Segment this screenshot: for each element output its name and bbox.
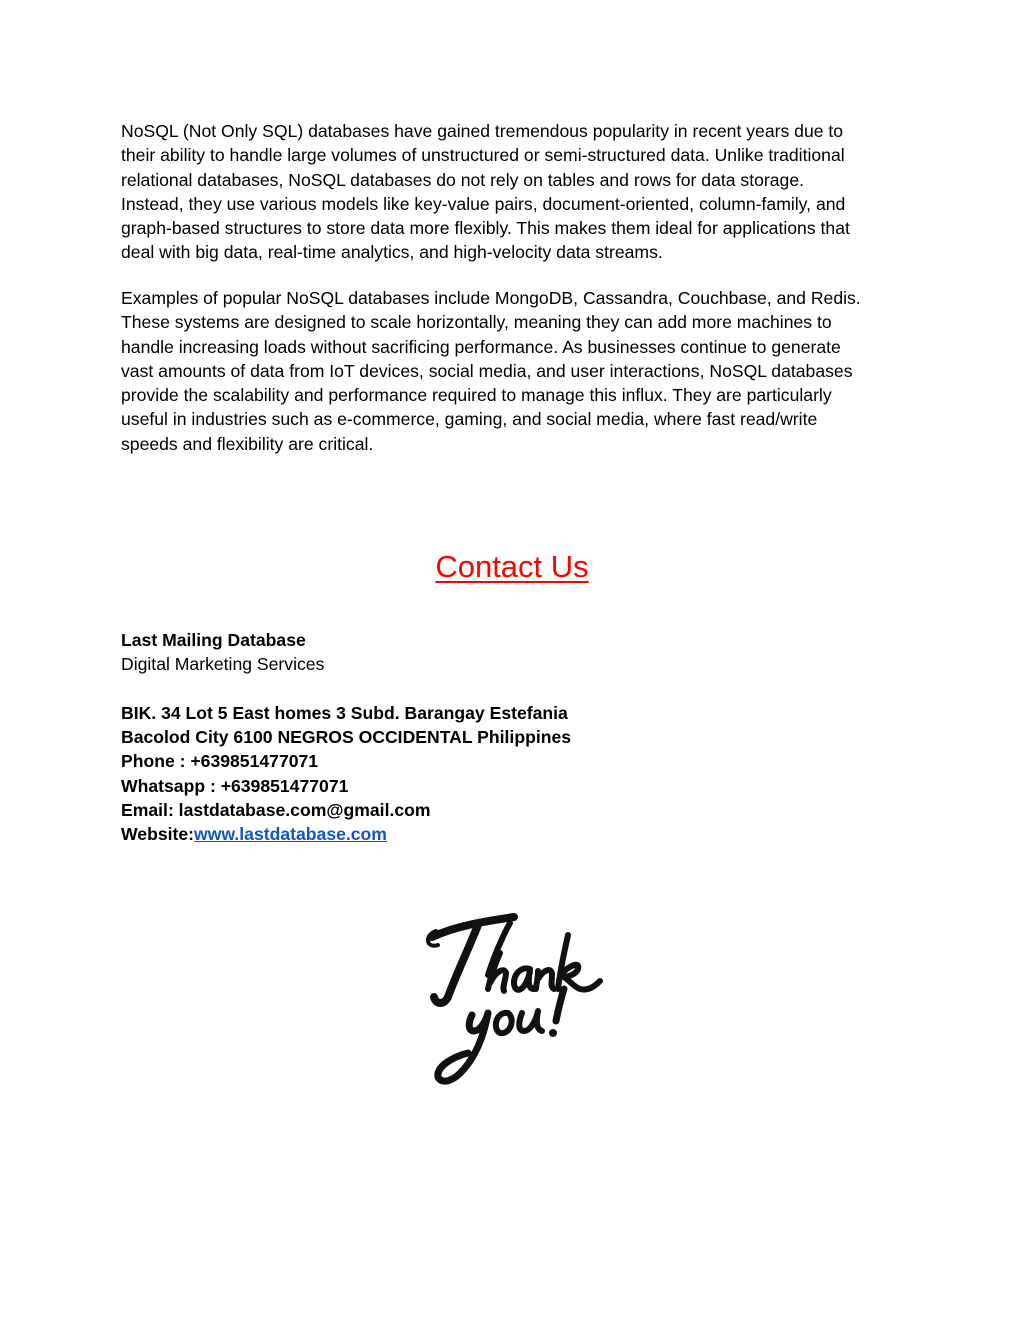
company-subtitle: Digital Marketing Services: [121, 654, 325, 674]
website-line: [121, 822, 387, 846]
email-line: Email: lastdatabase.com@gmail.com: [121, 800, 431, 820]
thank-you-lettering-icon: [418, 905, 614, 1091]
address-line-1: BIK. 34 Lot 5 East homes 3 Subd. Barangay Estefania: [121, 703, 568, 723]
contact-us-link[interactable]: Contact Us: [435, 549, 589, 584]
contact-heading: [0, 548, 1024, 586]
phone-line: Phone : +639851477071: [121, 751, 319, 771]
body-paragraph-1: NoSQL (Not Only SQL) databases have gained tremendous popularity in recent years due to their ability to handle large volumes of unstructured or semi-structured data. Unlike traditional relational databases, NoSQL databases do not rely on tables and rows for data storage. Instead, they use various models like key-value pairs, document-oriented, column-family, and graph-based structures to store data more flexibly. This makes them ideal for applications that deal with big data, real-time analytics, and high-velocity data streams.: [121, 121, 850, 263]
website-label: Website:: [121, 824, 194, 844]
company-name: Last Mailing Database: [121, 630, 306, 650]
whatsapp-line: Whatsapp : +639851477071: [121, 776, 349, 796]
thank-you-lettering: [418, 905, 614, 1091]
address-line-2: Bacolod City 6100 NEGROS OCCIDENTAL Philippines: [121, 727, 572, 747]
body-paragraph-2: Examples of popular NoSQL databases include MongoDB, Cassandra, Couchbase, and Redis. These systems are designed to scale horizontally, meaning they can add more machines to handle increasing loads without sacrificing performance. As businesses continue to generate vast amounts of data from IoT devices, social media, and user interactions, NoSQL databases provide the scalability and performance required to manage this influx. They are particularly useful in industries such as e-commerce, gaming, and social media, where fast read/write speeds and flexibility are critical.: [121, 288, 861, 454]
website-link[interactable]: www.lastdatabase.com: [194, 824, 387, 844]
